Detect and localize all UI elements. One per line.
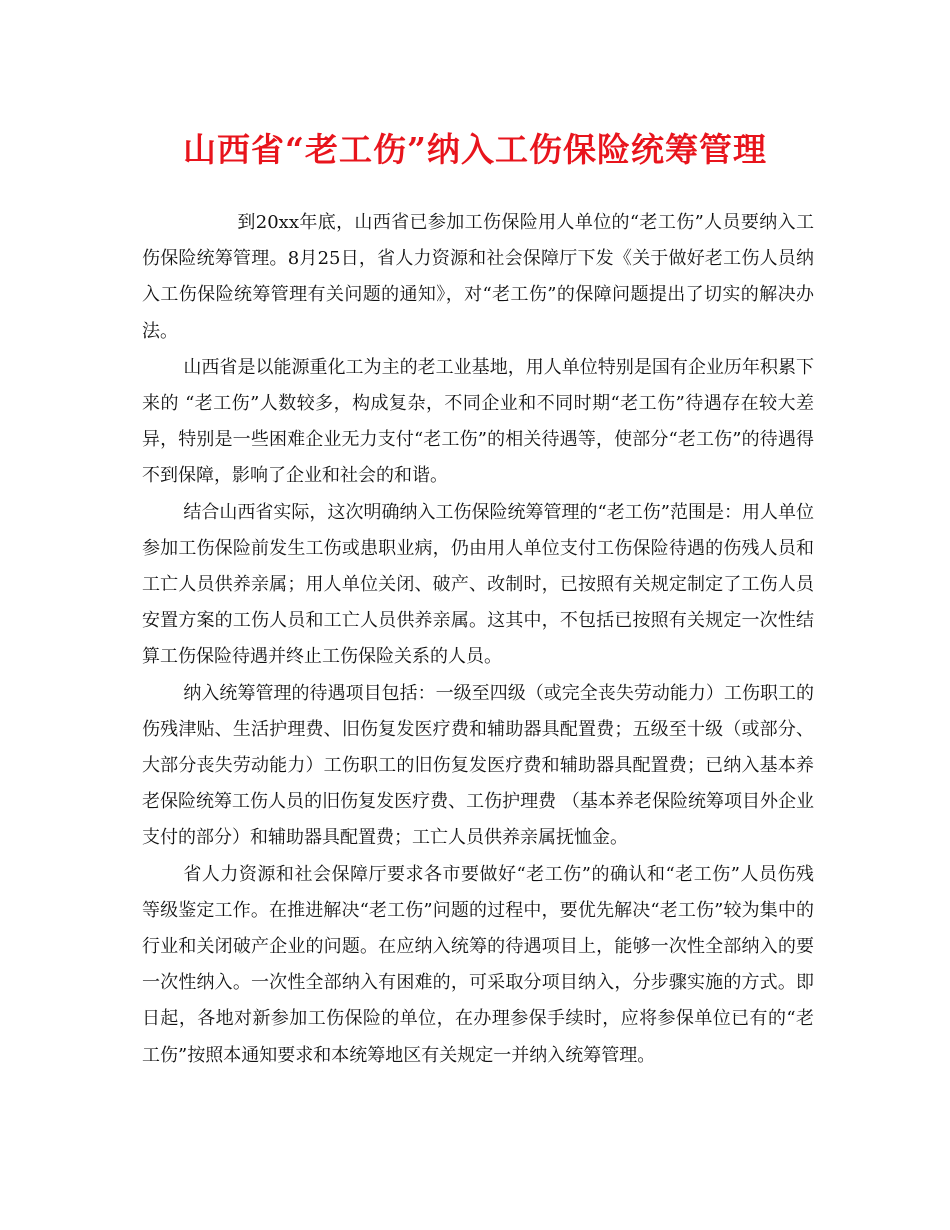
- document-title: 山西省“老工伤”纳入工伤保险统筹管理: [183, 130, 767, 169]
- paragraph-4: 纳入统筹管理的待遇项目包括：一级至四级（或完全丧失劳动能力）工伤职工的伤残津贴、生活护理费、旧伤复发医疗费和辅助器具配置费；五级至十级（或部分、大部分丧失劳动能力）工伤职工的旧伤复发医疗费和辅助器具配置费；已纳入基本养老保险统筹工伤人员的旧伤复发医疗费、工伤护理费 （基本养老保险统筹项目外企业支付的部分）和辅助器具配置费；工亡人员供养亲属抚恤金。: [142, 682, 814, 849]
- paragraph-3: 结合山西省实际，这次明确纳入工伤保险统筹管理的“老工伤”范围是：用人单位参加工伤保险前发生工伤或患职业病，仍由用人单位支付工伤保险待遇的伤残人员和工亡人员供养亲属；用人单位关闭、破产、改制时，已按照有关规定制定了工伤人员安置方案的工伤人员和工亡人员供养亲属。这其中，不包括已按照有关规定一次性结算工伤保险待遇并终止工伤保险关系的人员。: [142, 501, 814, 668]
- paragraph-2: 山西省是以能源重化工为主的老工业基地，用人单位特别是国有企业历年积累下来的 “老工伤”人数较多，构成复杂，不同企业和不同时期“老工伤”待遇存在较大差异，特别是一些困难企业无力支付“老工伤”的相关待遇等，使部分“老工伤”的待遇得不到保障，影响了企业和社会的和谐。: [142, 356, 814, 487]
- paragraph-1: 到20xx年底，山西省已参加工伤保险用人单位的“老工伤”人员要纳入工伤保险统筹管理。8月25日，省人力资源和社会保障厅下发《关于做好老工伤人员纳入工伤保险统筹管理有关问题的通知》，对“老工伤”的保障问题提出了切实的解决办法。: [142, 212, 814, 342]
- document-body: [142, 205, 814, 1074]
- paragraph-5: 省人力资源和社会保障厅要求各市要做好“老工伤”的确认和“老工伤”人员伤残等级鉴定工作。在推进解决“老工伤”问题的过程中，要优先解决“老工伤”较为集中的行业和关闭破产企业的问题。在应纳入统筹的待遇项目上，能够一次性全部纳入的要一次性纳入。一次性全部纳入有困难的，可采取分项目纳入，分步骤实施的方式。即日起，各地对新参加工伤保险的单位，在办理参保手续时，应将参保单位已有的“老工伤”按照本通知要求和本统筹地区有关规定一并纳入统筹管理。: [142, 863, 814, 1066]
